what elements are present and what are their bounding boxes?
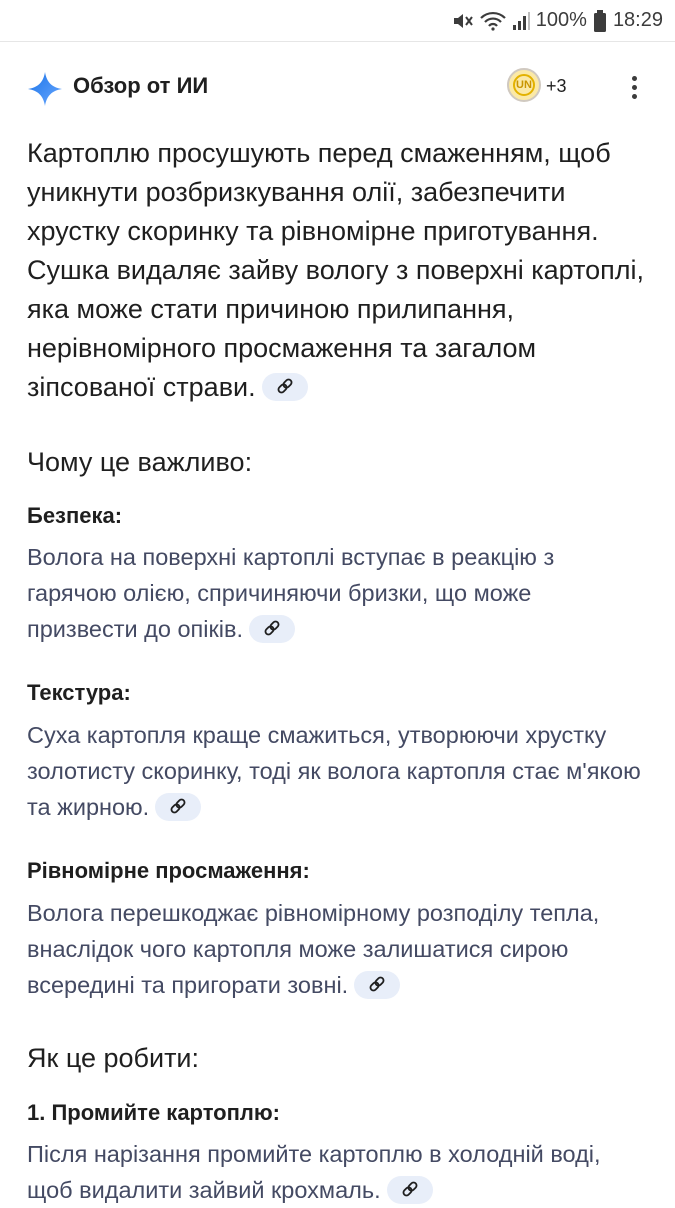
link-icon	[263, 611, 281, 647]
sources-count[interactable]: +3	[546, 76, 567, 96]
why-item-text	[27, 539, 647, 647]
why-item-text	[27, 895, 652, 1003]
why-item-text-content: Волога перешкоджає рівномірному розподілу тепла, внаслідок чого картопля може залишатися сирою всередині та пригорати зовні.	[27, 900, 600, 998]
link-icon	[169, 789, 187, 825]
why-item-text	[27, 717, 647, 825]
why-item-title: Текстура:	[27, 680, 131, 705]
battery-percent: 100%	[535, 9, 587, 31]
source-link-button[interactable]	[249, 615, 295, 643]
source-avatar[interactable]	[507, 68, 541, 102]
why-item-text-content: Волога на поверхні картоплі вступає в реакцію з гарячою олією, спричиняючи бризки, що може призвести до опіків.	[27, 544, 555, 642]
how-heading: Як це робити:	[27, 1043, 200, 1073]
link-icon	[401, 1172, 419, 1208]
signal-icon	[512, 11, 530, 31]
intro-text: Картоплю просушують перед смаженням, щоб уникнути розбризкування олії, забезпечити хрустку скоринку та рівномірне приготування. Сушка видаляє зайву вологу з поверхні картоплі, яка може стати причиною прилипання, нерівномірного просмаження та загалом зіпсованої страви.	[27, 138, 645, 402]
battery-icon	[593, 10, 607, 32]
why-item-title: Безпека:	[27, 503, 123, 528]
intro-paragraph	[27, 134, 652, 407]
source-logo-text: UN	[516, 79, 532, 91]
gemini-spark-icon	[27, 71, 63, 107]
how-step-title: 1. Промийте картоплю:	[27, 1100, 280, 1125]
source-logo-icon	[513, 74, 535, 96]
why-heading: Чому це важливо:	[27, 447, 253, 477]
link-icon	[368, 967, 386, 1003]
why-item-title: Рівномірне просмаження:	[27, 858, 310, 883]
mute-icon	[452, 11, 474, 31]
wifi-icon	[480, 11, 506, 31]
how-step-text	[27, 1136, 652, 1208]
how-step-text-content: Після нарізання промийте картоплю в холодній воді, щоб видалити зайвий крохмаль.	[27, 1141, 601, 1203]
ai-overview-header	[0, 62, 675, 114]
source-link-button[interactable]	[354, 971, 400, 999]
why-item-text-content: Суха картопля краще смажиться, утворюючи хрустку золотисту скоринку, тоді як волога картопля стає м'якою та жирною.	[27, 722, 641, 820]
more-vert-icon[interactable]	[620, 72, 648, 104]
link-icon	[276, 367, 294, 406]
source-link-button[interactable]	[155, 793, 201, 821]
ai-overview-title: Обзор от ИИ	[73, 73, 209, 98]
source-link-button[interactable]	[262, 373, 308, 401]
clock: 18:29	[612, 9, 663, 31]
status-bar	[0, 0, 675, 42]
